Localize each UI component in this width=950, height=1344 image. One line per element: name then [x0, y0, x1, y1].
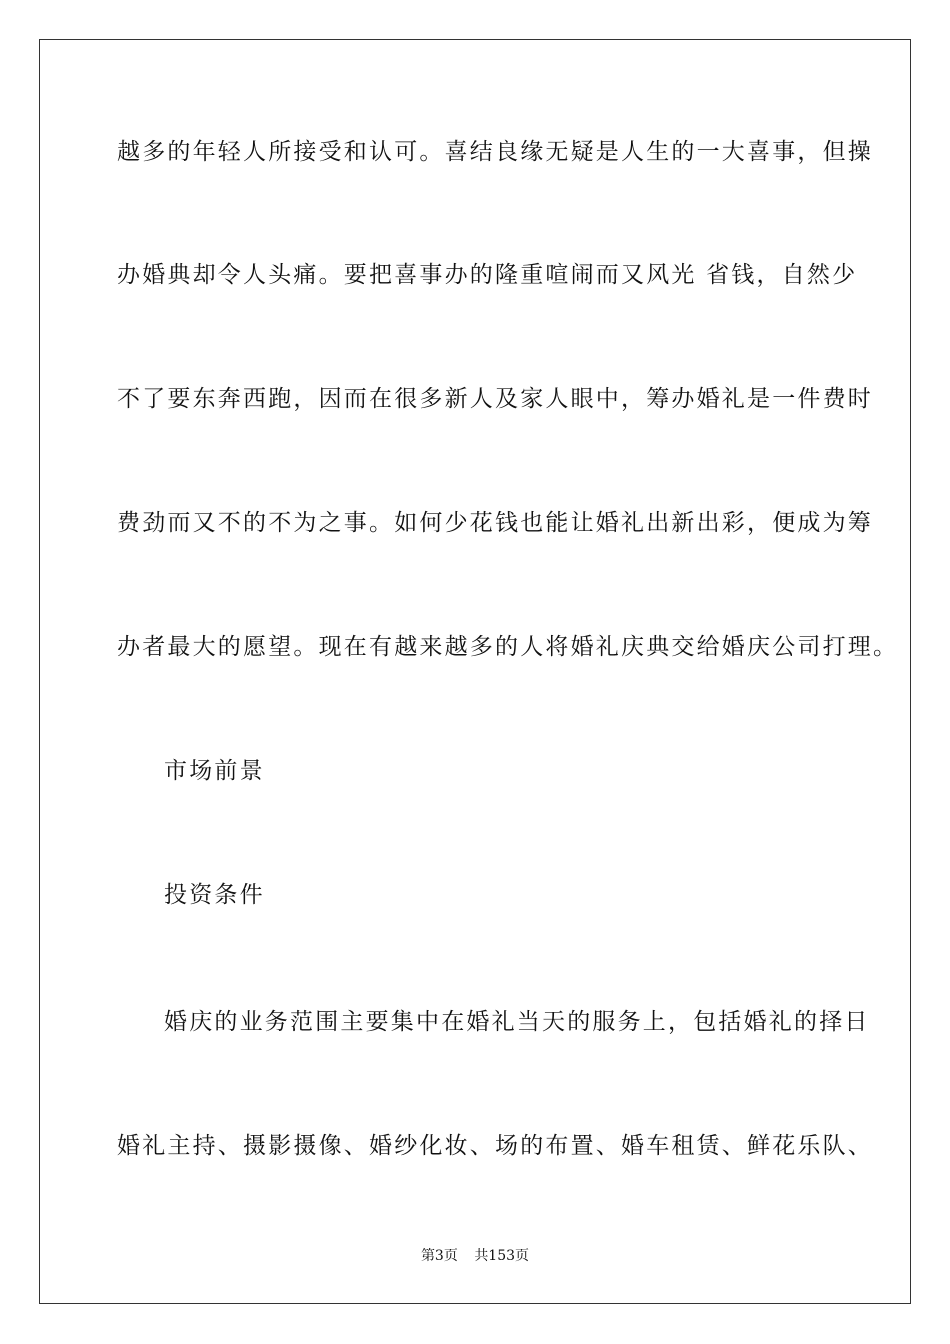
heading-market: 市场前景 — [164, 758, 265, 784]
scope-line-1: 婚庆的业务范围主要集中在婚礼当天的服务上，包括婚礼的择日 — [164, 1009, 870, 1035]
body-line-3: 不了要东奔西跑，因而在很多新人及家人眼中，筹办婚礼是一件费时 — [117, 386, 873, 412]
body-line-5: 办者最大的愿望。现在有越来越多的人将婚礼庆典交给婚庆公司打理。 — [117, 634, 899, 660]
body-line-2: 办婚典却令人头痛。要把喜事办的隆重喧闹而又风光 省钱，自然少 — [117, 262, 858, 288]
body-line-1: 越多的年轻人所接受和认可。喜结良缘无疑是人生的一大喜事，但操 — [117, 139, 873, 165]
page-number-current: 第3页 — [420, 1248, 458, 1264]
page-number-total: 共153页 — [474, 1248, 530, 1264]
body-line-4: 费劲而又不的不为之事。如何少花钱也能让婚礼出新出彩，便成为筹 — [117, 510, 873, 536]
page-border — [39, 39, 911, 1304]
heading-investment: 投资条件 — [164, 882, 265, 908]
page-footer — [0, 1249, 950, 1263]
scope-line-2: 婚礼主持、摄影摄像、婚纱化妆、场的布置、婚车租赁、鲜花乐队、 — [117, 1133, 873, 1159]
